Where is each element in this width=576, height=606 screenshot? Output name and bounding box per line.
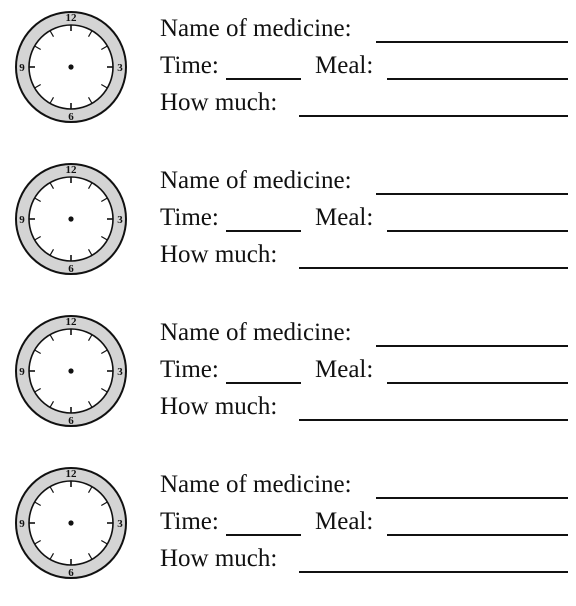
meal-row <box>315 203 373 233</box>
time-row <box>160 507 219 537</box>
time-row <box>160 355 219 385</box>
time-row <box>160 51 219 81</box>
numeral-6: 6 <box>68 567 74 579</box>
numeral-6: 6 <box>68 415 74 427</box>
numeral-3: 3 <box>117 62 123 74</box>
medicine-name-label: Name of medicine: <box>160 471 352 498</box>
medicine-name-field[interactable] <box>376 345 568 347</box>
numeral-12: 12 <box>65 468 77 480</box>
medicine-entry-1 <box>0 10 576 150</box>
medicine-name-row <box>160 318 352 348</box>
time-field[interactable] <box>226 230 301 232</box>
numeral-9: 9 <box>19 214 25 226</box>
medicine-name-row <box>160 470 352 500</box>
medicine-entry-2 <box>0 162 576 302</box>
time-field[interactable] <box>226 534 301 536</box>
meal-field[interactable] <box>387 534 568 536</box>
how-much-row <box>160 240 277 270</box>
clock-icon <box>14 162 128 276</box>
time-label: Time: <box>160 508 219 535</box>
numeral-6: 6 <box>68 111 74 123</box>
how-much-row <box>160 544 277 574</box>
clock-face <box>14 162 128 276</box>
numeral-9: 9 <box>19 62 25 74</box>
clock-face <box>14 466 128 580</box>
time-field[interactable] <box>226 382 301 384</box>
medicine-name-label: Name of medicine: <box>160 319 352 346</box>
meal-label: Meal: <box>315 508 374 535</box>
time-label: Time: <box>160 356 219 383</box>
numeral-3: 3 <box>117 518 123 530</box>
clock-center-dot <box>68 368 73 373</box>
meal-label: Meal: <box>315 204 374 231</box>
meal-field[interactable] <box>387 78 568 80</box>
clock-icon <box>14 466 128 580</box>
meal-row <box>315 51 373 81</box>
how-much-field[interactable] <box>299 419 568 421</box>
medicine-name-row <box>160 14 352 44</box>
numeral-3: 3 <box>117 366 123 378</box>
medicine-name-field[interactable] <box>376 193 568 195</box>
time-field[interactable] <box>226 78 301 80</box>
clock-face <box>14 10 128 124</box>
clock-center-dot <box>68 64 73 69</box>
numeral-6: 6 <box>68 263 74 275</box>
time-label: Time: <box>160 204 219 231</box>
meal-field[interactable] <box>387 382 568 384</box>
numeral-12: 12 <box>65 12 77 24</box>
medicine-name-label: Name of medicine: <box>160 15 352 42</box>
clock-icon <box>14 314 128 428</box>
how-much-label: How much: <box>160 89 278 116</box>
numeral-12: 12 <box>65 316 77 328</box>
how-much-field[interactable] <box>299 571 568 573</box>
how-much-field[interactable] <box>299 115 568 117</box>
meal-label: Meal: <box>315 356 374 383</box>
how-much-row <box>160 88 277 118</box>
how-much-field[interactable] <box>299 267 568 269</box>
clock-face <box>14 314 128 428</box>
numeral-9: 9 <box>19 366 25 378</box>
time-label: Time: <box>160 52 219 79</box>
clock-center-dot <box>68 216 73 221</box>
medicine-entry-4 <box>0 466 576 606</box>
meal-row <box>315 507 373 537</box>
medicine-name-field[interactable] <box>376 41 568 43</box>
medicine-entry-3 <box>0 314 576 454</box>
clock-icon <box>14 10 128 124</box>
meal-field[interactable] <box>387 230 568 232</box>
numeral-9: 9 <box>19 518 25 530</box>
how-much-label: How much: <box>160 241 278 268</box>
medicine-name-field[interactable] <box>376 497 568 499</box>
how-much-label: How much: <box>160 545 278 572</box>
numeral-3: 3 <box>117 214 123 226</box>
time-row <box>160 203 219 233</box>
medicine-name-row <box>160 166 352 196</box>
meal-label: Meal: <box>315 52 374 79</box>
medicine-name-label: Name of medicine: <box>160 167 352 194</box>
numeral-12: 12 <box>65 164 77 176</box>
how-much-label: How much: <box>160 393 278 420</box>
how-much-row <box>160 392 277 422</box>
meal-row <box>315 355 373 385</box>
clock-center-dot <box>68 520 73 525</box>
